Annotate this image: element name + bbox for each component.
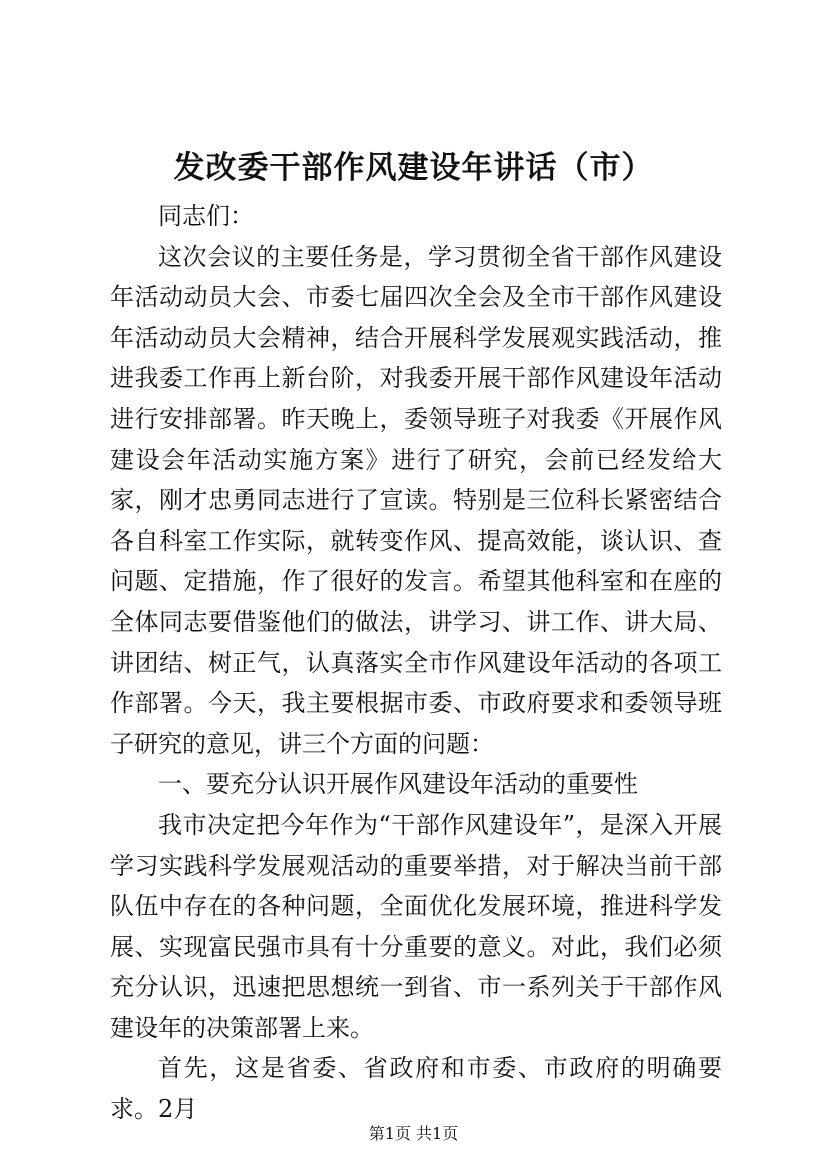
first-point-paragraph: 首先，这是省委、省政府和市委、市政府的明确要求。2月 (110, 1054, 722, 1124)
section-heading: 一、要充分认识开展作风建设年活动的重要性 (158, 770, 638, 799)
document-title: 发改委干部作风建设年讲话（市） (173, 150, 654, 186)
document-body (110, 196, 722, 1130)
salutation-paragraph: 同志们： (158, 202, 254, 230)
section-paragraph: 我市决定把今年作为“干部作风建设年”，是深入开展学习实践科学发展观活动的重要举措，对于解决当前干部队伍中存在的各种问题，全面优化发展环境，推进科学发展、实现富民强市具有十分重要的意义。对此，我们必须充分认识，迅速把思想统一到省、市一系列关于干部作风建设年的决策部署上来。 (110, 810, 722, 1042)
page-number: 第1页 共1页 (368, 1124, 459, 1143)
intro-paragraph: 这次会议的主要任务是，学习贯彻全省干部作风建设年活动动员大会、市委七届四次全会及全市干部作风建设年活动动员大会精神，结合开展科学发展观实践活动，推进我委工作再上新台阶，对我委开展干部作风建设年活动进行安排部署。昨天晚上，委领导班子对我委《开展作风建设会年活动实施方案》进行了研究，会前已经发给大家，刚才忠勇同志进行了宣读。特别是三位科长紧密结合各自科室工作实际，就转变作风、提高效能，谈认识、查问题、定措施，作了很好的发言。希望其他科室和在座的全体同志要借鉴他们的做法，讲学习、讲工作、讲大局、讲团结、树正气，认真落实全市作风建设年活动的各项工作部署。今天，我主要根据市委、市政府要求和委领导班子研究的意见，讲三个方面的问题： (110, 242, 722, 758)
